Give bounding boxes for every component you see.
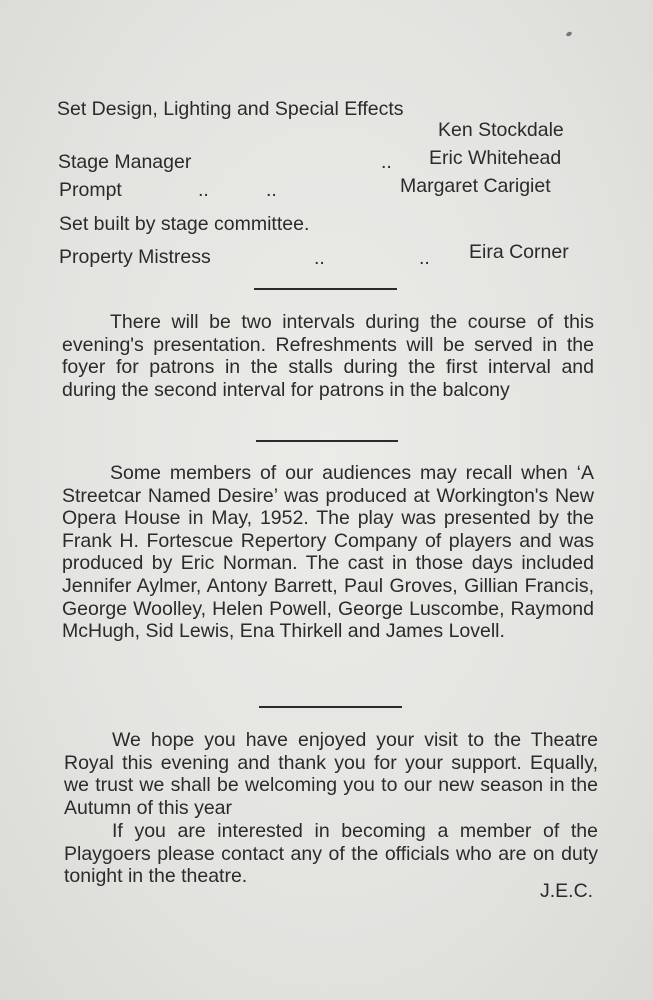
prompt-dots-2: .. <box>266 179 277 201</box>
set-design-name: Ken Stockdale <box>438 119 564 141</box>
signature-initials: J.E.C. <box>540 880 594 902</box>
set-design-role: Set Design, Lighting and Special Effects <box>57 98 404 120</box>
divider-1 <box>254 288 397 290</box>
property-dots-2: .. <box>419 247 430 269</box>
prompt-role: Prompt <box>59 179 122 201</box>
intervals-paragraph: There will be two intervals during the course of this evening's presentation. Refreshments will be served in the foyer for patrons in the stalls during the first interval and during the second interval for patrons in the balcony <box>62 311 594 401</box>
property-name: Eira Corner <box>469 241 569 263</box>
property-role: Property Mistress <box>59 246 211 268</box>
closing-paragraph-1: We hope you have enjoyed your visit to the Theatre Royal this evening and thank you for your support. Equally, we trust we shall be welcoming you to our new season in the Autumn of this year <box>64 729 598 819</box>
divider-2 <box>256 440 398 442</box>
ink-speck <box>565 31 572 37</box>
set-built-note: Set built by stage committee. <box>59 213 310 235</box>
stage-manager-role: Stage Manager <box>58 151 192 173</box>
prompt-name: Margaret Carigiet <box>400 175 551 197</box>
stage-manager-name: Eric Whitehead <box>429 147 562 169</box>
closing-paragraph-2: If you are interested in becoming a member of the Playgoers please contact any of the officials who are on duty tonight in the theatre. <box>64 820 598 888</box>
divider-3 <box>259 706 402 708</box>
history-paragraph: Some members of our audiences may recall when ‘A Streetcar Named Desire’ was produced at Workington's New Opera House in May, 1952. The play was presented by the Frank H. Fortescue Repertory Company of players and was produced by Eric Norman. The cast in those days included Jennifer Aylmer, Antony Barrett, Paul Groves, Gillian Francis, George Woolley, Helen Powell, George Luscombe, Raymond McHugh, Sid Lewis, Ena Thirkell and James Lovell. <box>62 462 594 643</box>
prompt-dots-1: .. <box>198 179 209 201</box>
stage-manager-dots: .. <box>381 151 392 173</box>
property-dots-1: .. <box>314 247 325 269</box>
